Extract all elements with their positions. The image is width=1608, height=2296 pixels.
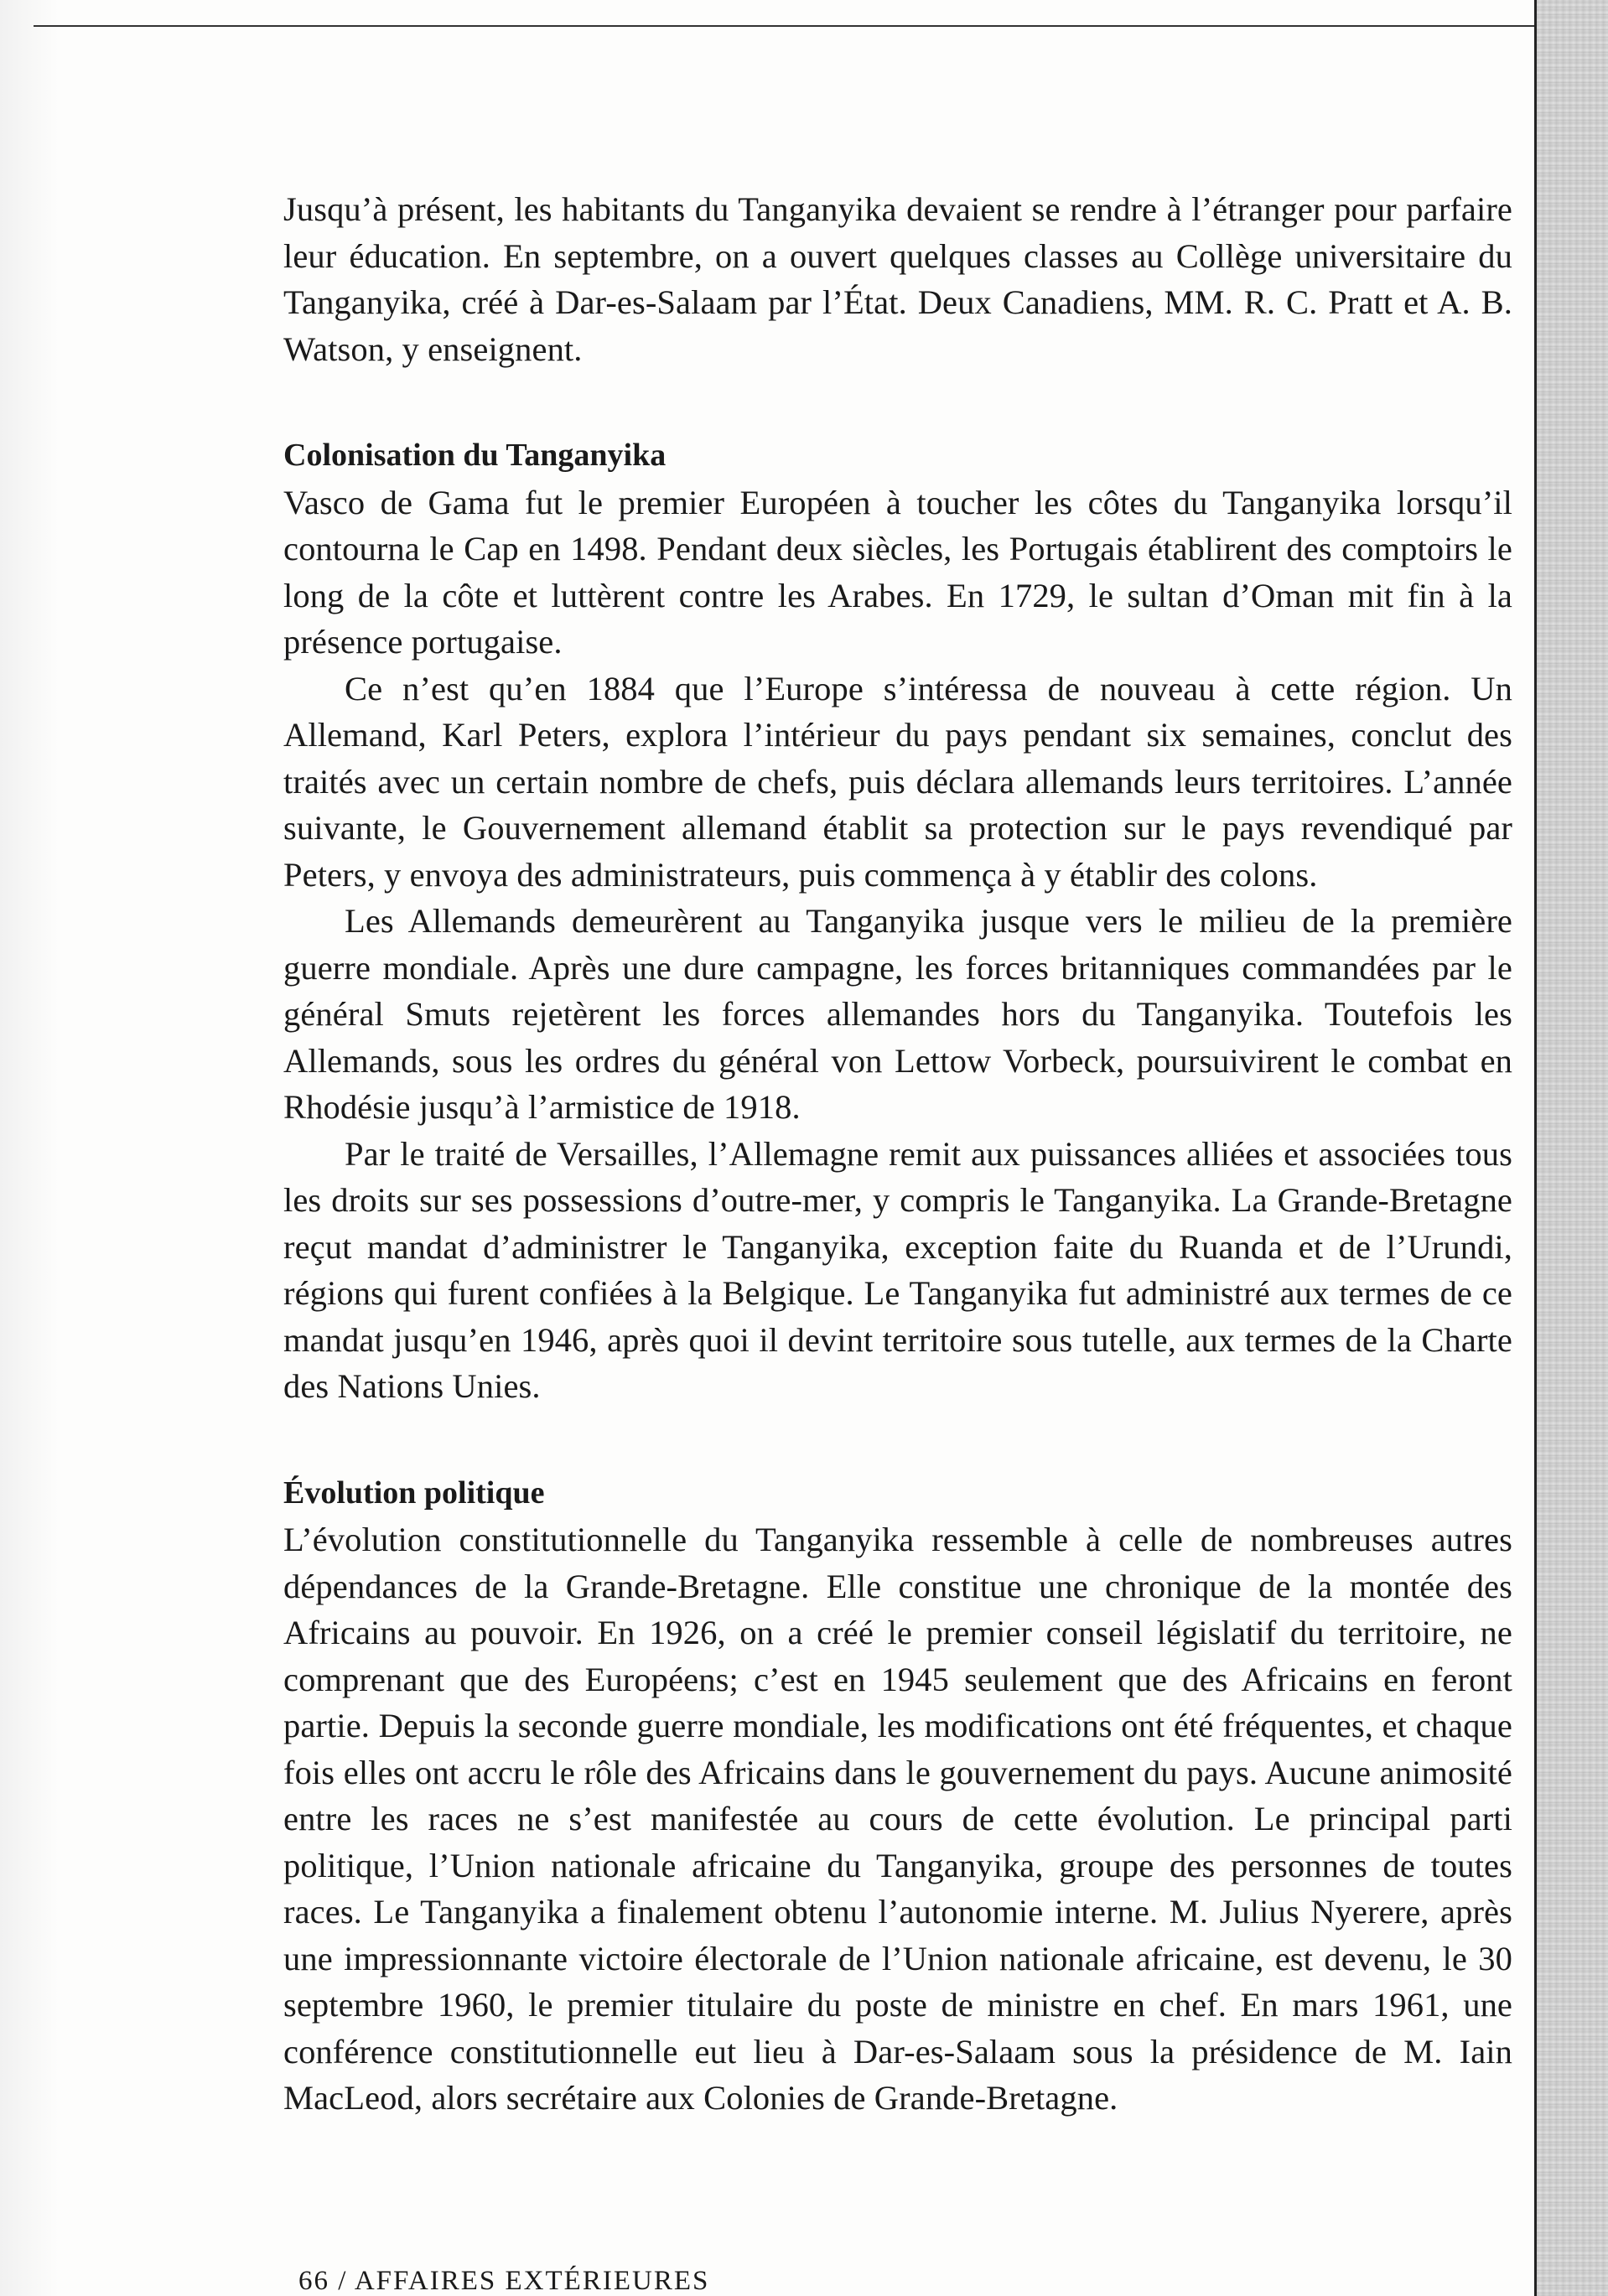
colonisation-paragraph-1: Vasco de Gama fut le premier Européen à toucher les côtes du Tanganyika lorsqu’il contourna le Cap en 1498. Pendant deux siècles, les Portugais établirent des comptoirs le long de la côte et luttèrent contre les Arabes. En 1729, le sultan d’Oman mit fin à la présence portugaise. bbox=[283, 483, 1512, 661]
colonisation-paragraph-2: Ce n’est qu’en 1884 que l’Europe s’intéressa de nouveau à cette région. Un Allemand, Karl Peters, explora l’intérieur du pays pendant six semaines, conclut des traités avec un certain nombre de chefs, puis déclara allemands leurs territoires. L’année suivante, le Gouvernement allemand établit sa protection sur le pays revendiqué par Peters, y envoya des administrateurs, puis commença à y établir des colons. bbox=[283, 669, 1512, 894]
section-gap bbox=[283, 1410, 1512, 1470]
evolution-paragraph-1: L’évolution constitutionnelle du Tanganyika ressemble à celle de nombreuses autres dépendances de la Grande-Bretagne. Elle constitue une chronique de la montée des Africains au pouvoir. En 1926, on a créé le premier conseil législatif du territoire, ne comprenant que des Européens; c’est en 1945 seulement que des Africains en feront partie. Depuis la seconde guerre mondiale, les modifications ont été fréquentes, et chaque fois elles ont accru le rôle des Africains dans le gouvernement du pays. Aucune animosité entre les races ne s’est manifestée au cours de cette évolution. Le principal parti politique, l’Union nationale africaine du Tanganyika, groupe des personnes de toutes races. Le Tanganyika a finalement obtenu l’autonomie interne. M. Julius Nyerere, après une impressionnante victoire électorale de l’Union nationale africaine, est devenu, le 30 septembre 1960, le premier titulaire du poste de ministre en chef. En mars 1961, une conférence constitutionnelle eut lieu à Dar-es-Salaam sous la présidence de M. Iain MacLeod, alors secrétaire aux Colonies de Grande-Bretagne. bbox=[283, 1521, 1512, 2117]
binding-edge bbox=[1534, 0, 1608, 2296]
article-body bbox=[283, 186, 1512, 2122]
intro-paragraph: Jusqu’à présent, les habitants du Tanganyika devaient se rendre à l’étranger pour parfaire leur éducation. En septembre, on a ouvert quelques classes au Collège universitaire du Tanganyika, créé à Dar-es-Salaam par l’État. Deux Canadiens, MM. R. C. Pratt et A. B. Watson, y enseignent. bbox=[283, 190, 1512, 368]
left-margin-shading bbox=[0, 0, 59, 2296]
section-gap bbox=[283, 372, 1512, 433]
page-footer: 66 / AFFAIRES EXTÉRIEURES bbox=[298, 2266, 710, 2296]
colonisation-paragraph-3: Les Allemands demeurèrent au Tanganyika jusque vers le milieu de la première guerre mondiale. Après une dure campagne, les forces britanniques commandées par le général Smuts rejetèrent les forces allemandes hors du Tanganyika. Toutefois les Allemands, sous les ordres du général von Lettow Vorbeck, poursuivirent le combat en Rhodésie jusqu’à l’armistice de 1918. bbox=[283, 902, 1512, 1126]
colonisation-paragraph-4: Par le traité de Versailles, l’Allemagne remit aux puissances alliées et associées tous les droits sur ses possessions d’outre-mer, y compris le Tanganyika. La Grande-Bretagne reçut mandat d’administrer le Tanganyika, exception faite du Ruanda et de l’Urundi, régions qui furent confiées à la Belgique. Le Tanganyika fut administré aux termes de ce mandat jusqu’en 1946, après quoi il devint territoire sous tutelle, aux termes de la Charte des Nations Unies. bbox=[283, 1134, 1512, 1405]
top-rule bbox=[34, 25, 1534, 27]
section-heading-colonisation: Colonisation du Tanganyika bbox=[283, 438, 667, 473]
section-heading-evolution: Évolution politique bbox=[283, 1475, 545, 1511]
